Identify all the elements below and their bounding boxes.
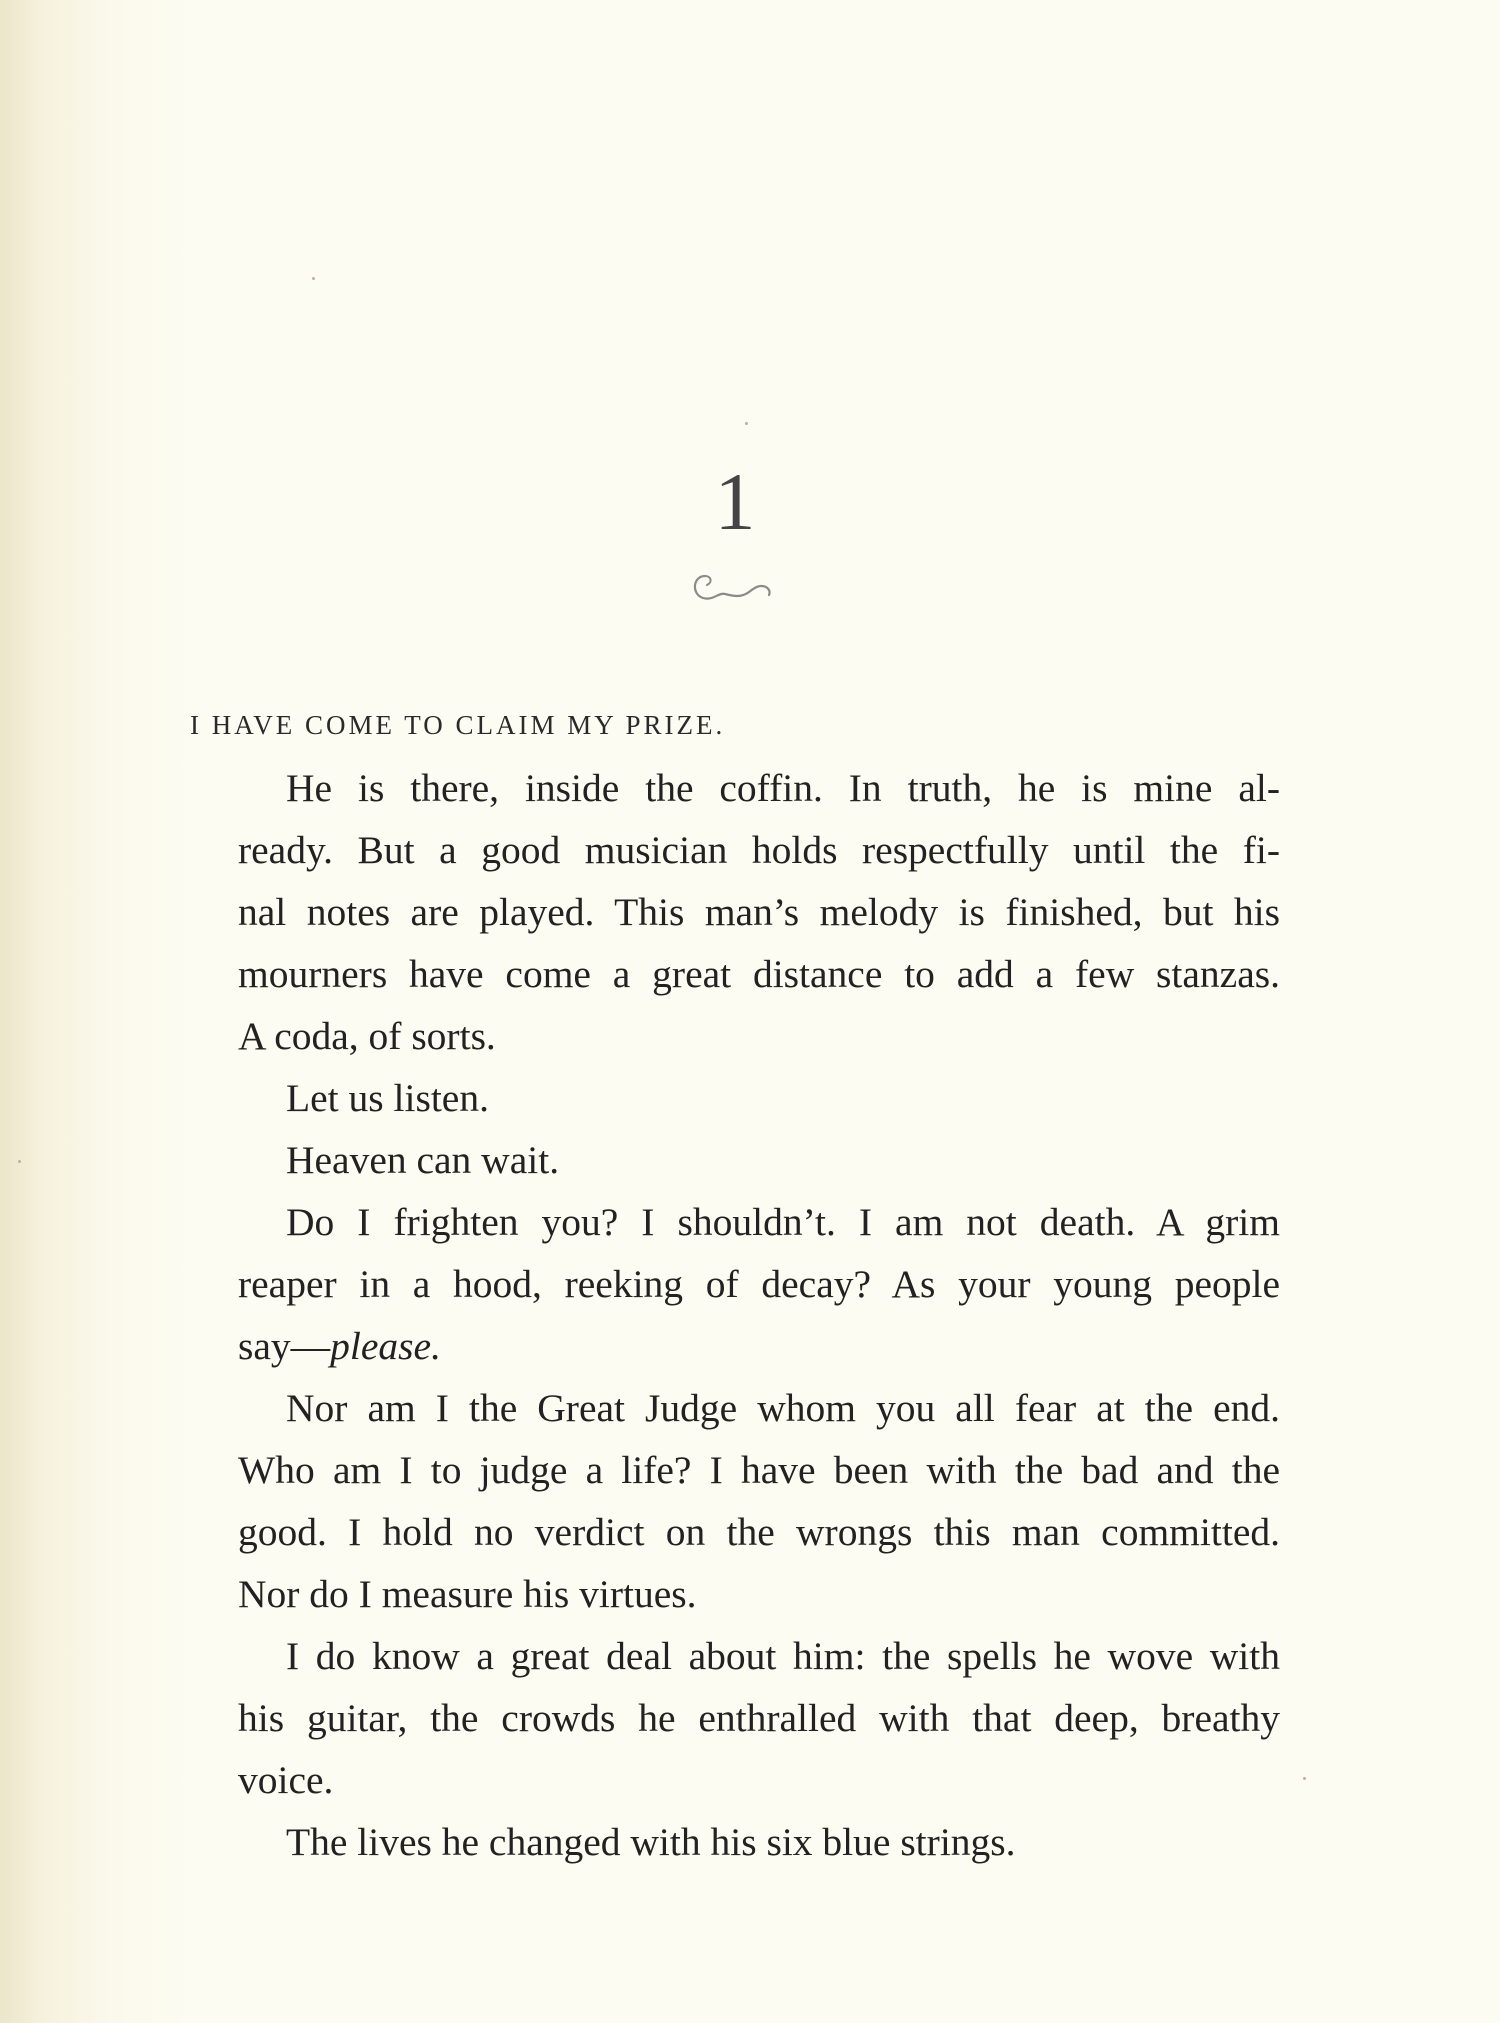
paragraph — [190, 1625, 1280, 1811]
paragraph — [190, 757, 1280, 1067]
italic-emphasis: please. — [330, 1324, 441, 1368]
text-line: reaper in a hood, reeking of decay? As your young people — [238, 1262, 1280, 1306]
text-line — [190, 1315, 1280, 1377]
paragraph — [190, 1811, 1280, 1873]
text-line: nal notes are played. This man’s melody is finished, but his — [238, 890, 1280, 934]
text-line: Nor do I measure his virtues. — [238, 1572, 697, 1616]
text-line: ready. But a good musician holds respectfully until the fi- — [238, 828, 1280, 872]
flourish-icon — [685, 568, 785, 608]
paragraph — [190, 1067, 1280, 1129]
text-line: Who am I to judge a life? I have been with the bad and the — [238, 1448, 1280, 1492]
paper-speck — [18, 1160, 21, 1163]
paper-speck — [312, 277, 315, 280]
paper-speck — [745, 422, 748, 425]
text-line: mourners have come a great distance to add a few stanzas. — [238, 952, 1280, 996]
opening-line: I HAVE COME TO CLAIM MY PRIZE. — [190, 710, 726, 740]
text-line: The lives he changed with his six blue strings. — [286, 1820, 1016, 1864]
text-line: Let us listen. — [286, 1076, 489, 1120]
text-line: A coda, of sorts. — [238, 1014, 496, 1058]
paragraph — [190, 1129, 1280, 1191]
text-line: his guitar, the crowds he enthralled with that deep, breathy — [238, 1696, 1280, 1740]
text-line: He is there, inside the coffin. In truth, he is mine al- — [286, 766, 1280, 810]
text-line: Heaven can wait. — [286, 1138, 560, 1182]
chapter-number: 1 — [714, 456, 756, 547]
paper-speck — [1303, 1777, 1306, 1780]
text-fragment: say— — [238, 1324, 331, 1368]
paragraph — [190, 1191, 1280, 1377]
chapter-text — [190, 705, 1280, 1873]
text-line: I do know a great deal about him: the spells he wove with — [286, 1634, 1280, 1678]
text-line: Do I frighten you? I shouldn’t. I am not death. A grim — [286, 1200, 1280, 1244]
paragraph — [190, 1377, 1280, 1625]
text-line: Nor am I the Great Judge whom you all fear at the end. — [286, 1386, 1280, 1430]
text-line: good. I hold no verdict on the wrongs this man committed. — [238, 1510, 1280, 1554]
text-line: voice. — [238, 1758, 334, 1802]
